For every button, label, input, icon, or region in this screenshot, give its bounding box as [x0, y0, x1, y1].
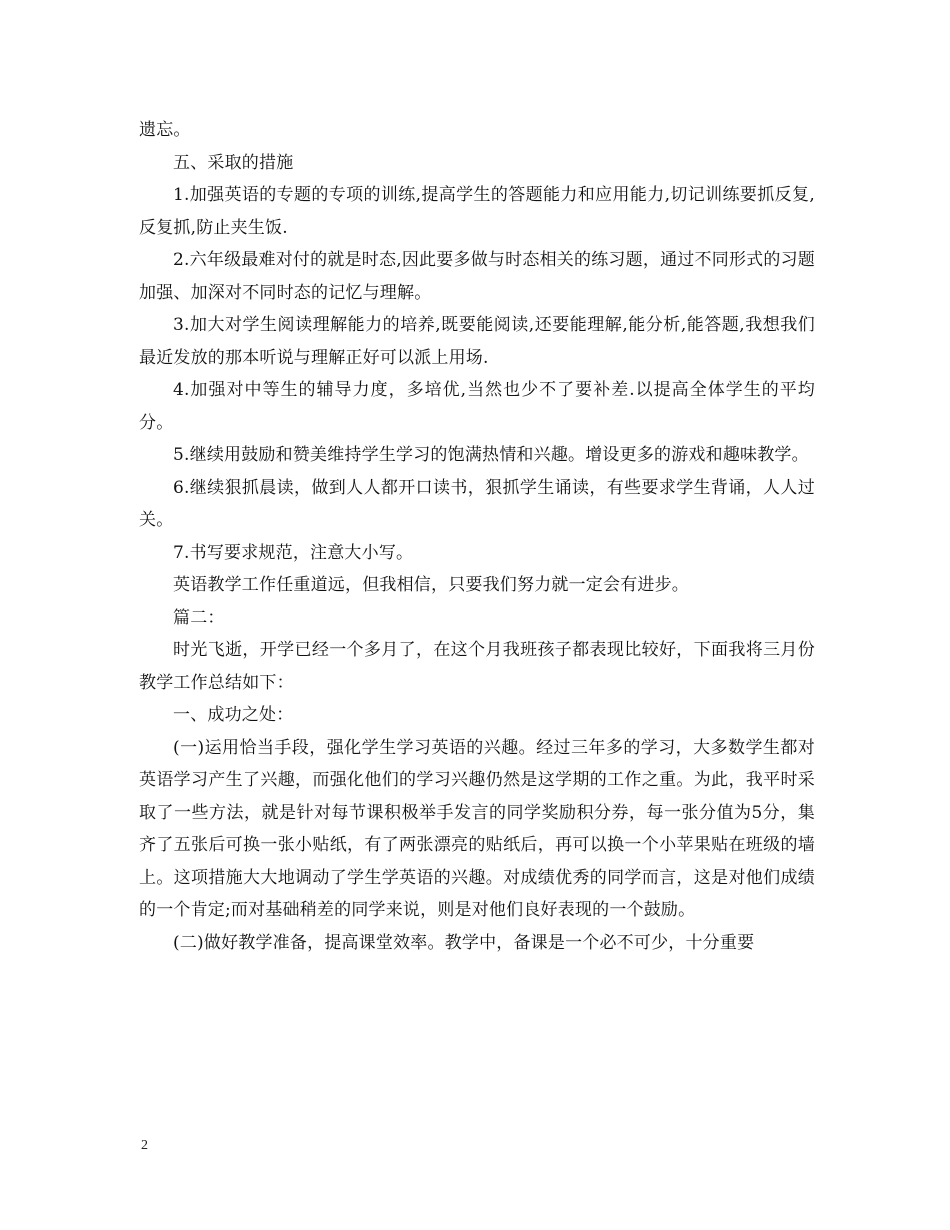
paragraph-measure-7: 7.书写要求规范，注意大小写。 — [173, 542, 414, 563]
section-heading-measures: 五、采取的措施 — [173, 152, 294, 173]
section-heading-part-two: 篇二： — [173, 607, 225, 628]
page-number: 2 — [141, 1138, 148, 1153]
paragraph-intro: 时光飞逝，开学已经一个多月了，在这个月我班孩子都表现比较好，下面我将三月份教学工作总结如下： — [139, 640, 815, 693]
paragraph-measure-2: 2.六年级最难对付的就是时态,因此要多做与时态相关的练习题，通过不同形式的习题加强、加深对不同时态的记忆与理解。 — [139, 250, 815, 303]
paragraph-conclusion: 英语教学工作任重道远，但我相信，只要我们努力就一定会有进步。 — [173, 575, 689, 595]
paragraph-measure-4: 4.加强对中等生的辅导力度，多培优,当然也少不了要补差.以提高全体学生的平均分。 — [139, 380, 815, 433]
paragraph-1: 遗忘。 — [139, 120, 191, 140]
paragraph-measure-5: 5.继续用鼓励和赞美维持学生学习的饱满热情和兴趣。增设更多的游戏和趣味教学。 — [173, 445, 809, 465]
paragraph-success-1: (一)运用恰当手段，强化学生学习英语的兴趣。经过三年多的学习，大多数学生都对英语学习产生了兴趣，而强化他们的学习兴趣仍然是这学期的工作之重。为此，我平时采取了一些方法，就是针对每节课积极举手发言的同学奖励积分券，每一张分值为5分，集齐了五张后可换一张小贴纸，有了两张漂亮的贴纸后，再可以换一个小苹果贴在班级的墙上。这项措施大大地调动了学生学英语的兴趣。对成绩优秀的同学而言，这是对他们成绩的一个肯定;而对基础稍差的同学来说，则是对他们良好表现的一个鼓励。 — [139, 737, 815, 920]
paragraph-measure-3: 3.加大对学生阅读理解能力的培养,既要能阅读,还要能理解,能分析,能答题,我想我们最近发放的那本听说与理解正好可以派上用场. — [139, 315, 815, 368]
paragraph-success-2: (二)做好教学准备，提高课堂效率。教学中，备课是一个必不可少，十分重要 — [173, 932, 755, 953]
paragraph-measure-1: 1.加强英语的专题的专项的训练,提高学生的答题能力和应用能力,切记训练要抓反复,反复抓,防止夹生饭. — [139, 185, 815, 238]
paragraph-measure-6: 6.继续狠抓晨读，做到人人都开口读书，狠抓学生诵读，有些要求学生背诵，人人过关。 — [139, 477, 815, 530]
body-text — [139, 114, 815, 959]
section-heading-successes: 一、成功之处： — [173, 705, 294, 725]
